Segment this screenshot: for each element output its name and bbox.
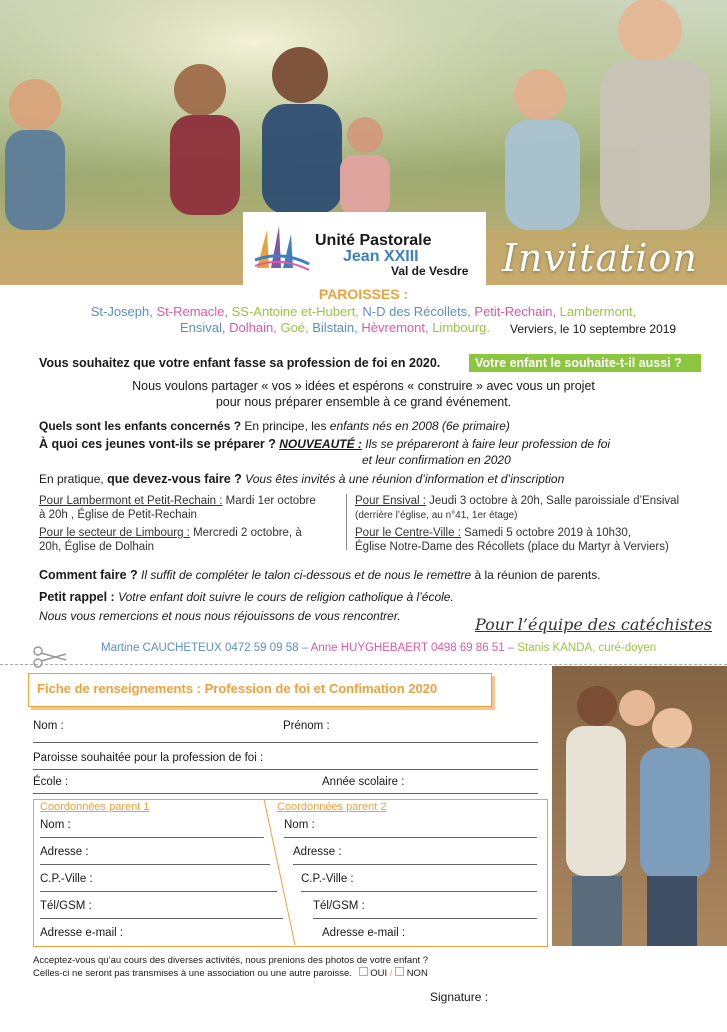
annee-label: Année scolaire : (322, 776, 405, 788)
prenom-label: Prénom : (283, 720, 330, 732)
meeting-place: Pour le Centre-Ville : (355, 527, 461, 539)
parent1-title: Coordonnées parent 1 (40, 801, 150, 813)
kids-photo (552, 666, 727, 946)
meeting-time: Jeudi 3 octobre à 20h, Salle paroissiale d’Ensival (429, 495, 680, 507)
p1-nom-field[interactable] (40, 837, 264, 838)
meeting-location: 20h, Église de Dolhain (39, 541, 155, 553)
p1-cp-label: C.P.-Ville : (40, 873, 93, 885)
p2-email-label: Adresse e-mail : (322, 927, 406, 939)
p1-nom-label: Nom : (40, 819, 71, 831)
parish-name: Lambermont, (559, 304, 637, 319)
meeting-location: à 20h , Église de Petit-Rechain (39, 509, 197, 521)
contact-stanis: Stanis KANDA, curé-doyen (517, 642, 657, 654)
parishes-title: PAROISSES : (318, 286, 409, 302)
p1-tel-field[interactable] (40, 918, 283, 919)
howto-row (39, 568, 601, 582)
parish-name: Dolhain, (229, 320, 281, 335)
p1-email-label: Adresse e-mail : (40, 927, 124, 939)
non-label: NON (406, 968, 428, 979)
reminder-text: Votre enfant doit suivre le cours de religion catholique à l’école. (118, 590, 454, 604)
p2-tel-label: Tél/GSM : (313, 900, 365, 912)
p1-cp-field[interactable] (40, 891, 277, 892)
meeting-time: Mardi 1er octobre (225, 495, 316, 507)
meeting-place: Pour le secteur de Limbourg : (39, 527, 190, 539)
parish-name: Bilstain, (312, 320, 362, 335)
paroisse-field[interactable] (33, 769, 538, 770)
photo-question-2: Celles-ci ne seront pas transmises à une association ou une autre paroisse. (33, 968, 352, 979)
p1-tel-label: Tél/GSM : (40, 900, 92, 912)
meeting-location: Église Notre-Dame des Récollets (place du Martyr à Verviers) (355, 541, 669, 553)
parish-name: Petit-Rechain, (474, 304, 560, 319)
meeting-time: Samedi 5 octobre 2019 à 10h30, (464, 527, 631, 539)
p2-cp-label: C.P.-Ville : (301, 873, 354, 885)
p1-adresse-field[interactable] (40, 864, 270, 865)
ecole-label: École : (33, 776, 69, 788)
letter-date: Verviers, le 10 septembre 2019 (510, 322, 677, 336)
nouveaute-label: NOUVEAUTÉ : (279, 437, 362, 451)
logo (243, 212, 486, 285)
intro-para1: Nous voulons partager « vos » idées et espérons « construire » avec vous un projet (132, 379, 595, 393)
nom-field[interactable] (33, 742, 538, 743)
p2-adresse-label: Adresse : (293, 846, 342, 858)
form-title-box (28, 673, 492, 707)
p2-cp-field[interactable] (301, 891, 537, 892)
intro-para2: pour nous préparer ensemble à ce grand événement. (215, 395, 512, 409)
parish-name: Hèvremont, (361, 320, 433, 335)
logo-line1: Unité Pastorale (315, 232, 432, 249)
thanks-text: Nous vous remercions et nous nous réjouissons de vous rencontrer. (39, 609, 401, 623)
oui-label: OUI (370, 968, 388, 979)
meeting-time: Mercredi 2 octobre, à (193, 527, 302, 539)
info-a2-line1: Ils se prépareront à faire leur profession de foi (365, 437, 611, 451)
p2-nom-field[interactable] (284, 837, 537, 838)
nom-label: Nom : (33, 720, 64, 732)
oui-checkbox[interactable] (359, 967, 368, 976)
parish-name: St-Remacle, (156, 304, 232, 319)
meeting-left-1 (39, 494, 339, 522)
contact-anne: Anne HUYGHEBAERT 0498 69 86 51 – (310, 642, 515, 654)
info-q2: À quoi ces jeunes vont-ils se préparer ? (39, 437, 276, 451)
paroisse-label: Paroisse souhaitée pour la profession de foi : (33, 752, 264, 764)
form-title: Fiche de renseignements : Profession de foi et Confimation 2020 (37, 681, 438, 696)
info-a3: Vous êtes invités à une réunion d’information et d’inscription (245, 472, 565, 486)
parent2-title: Coordonnées parent 2 (277, 801, 387, 813)
reminder-label: Petit rappel : (39, 590, 115, 604)
intro-highlight: Votre enfant le souhaite-t-il aussi ? (469, 354, 701, 372)
meeting-right-2 (355, 526, 715, 554)
howto-answer-rest: à la réunion de parents. (474, 568, 601, 582)
info-q3-row (39, 472, 564, 486)
info-a2-line2: et leur confirmation en 2020 (362, 453, 511, 467)
logo-line3: Val de Vesdre (391, 264, 469, 278)
info-q3-prefix: En pratique, (39, 472, 104, 486)
howto-answer: Il suffit de compléter le talon ci-dessous et de nous le remettre (140, 568, 472, 582)
p2-tel-field[interactable] (313, 918, 537, 919)
meetings-divider (346, 494, 347, 550)
reminder-row (39, 590, 454, 604)
ecole-field[interactable] (33, 793, 538, 794)
info-q3: que devez-vous faire ? (107, 472, 242, 486)
logo-line2: Jean XXIII (343, 248, 419, 265)
info-q2-row (39, 437, 610, 451)
contact-martine: Martine CAUCHETEUX 0472 59 09 58 – (101, 642, 309, 654)
parish-name: Goé, (280, 320, 313, 335)
parish-name: St-Joseph, (90, 304, 157, 319)
meeting-place: Pour Ensival : (355, 495, 426, 507)
howto-question: Comment faire ? (39, 568, 138, 582)
intro-question: Vous souhaitez que votre enfant fasse sa profession de foi en 2020. (39, 356, 441, 370)
p1-adresse-label: Adresse : (40, 846, 89, 858)
photo-question-1: Acceptez-vous qu’au cours des diverses activités, nous prenions des photos de votre enfant ? (33, 955, 429, 966)
invitation-title: Invitation (502, 236, 698, 280)
parish-name: SS-Antoine et-Hubert, (231, 304, 363, 319)
info-a1: enfants nés en 2008 (6e primaire) (329, 419, 510, 433)
meeting-location: (derrière l’église, au n°41, 1er étage) (355, 510, 518, 521)
logo-mark-icon (253, 220, 311, 276)
team-signature: Pour l’équipe des catéchistes (475, 615, 713, 634)
parish-name: Limbourg. (432, 320, 491, 335)
p2-nom-label: Nom : (284, 819, 315, 831)
contacts-row (101, 642, 656, 654)
non-checkbox[interactable] (395, 967, 404, 976)
cut-line (0, 664, 727, 665)
parish-name: N-D des Récollets, (362, 304, 475, 319)
meeting-right-1 (355, 494, 715, 523)
meeting-place: Pour Lambermont et Petit-Rechain : (39, 495, 223, 507)
p2-adresse-field[interactable] (293, 864, 537, 865)
info-q1-row (39, 419, 510, 433)
signature-label: Signature : (430, 990, 489, 1004)
photo-question-2-row: Celles-ci ne seront pas transmises à une association ou une autre paroisse. OUI / NON (33, 968, 428, 979)
meeting-left-2 (39, 526, 339, 554)
parishes-line1 (0, 304, 727, 319)
info-a1-prefix: En principe, les (244, 419, 327, 433)
parishes-line2 (180, 320, 490, 335)
parish-name: Ensival, (180, 320, 230, 335)
info-q1: Quels sont les enfants concernés ? (39, 419, 242, 433)
